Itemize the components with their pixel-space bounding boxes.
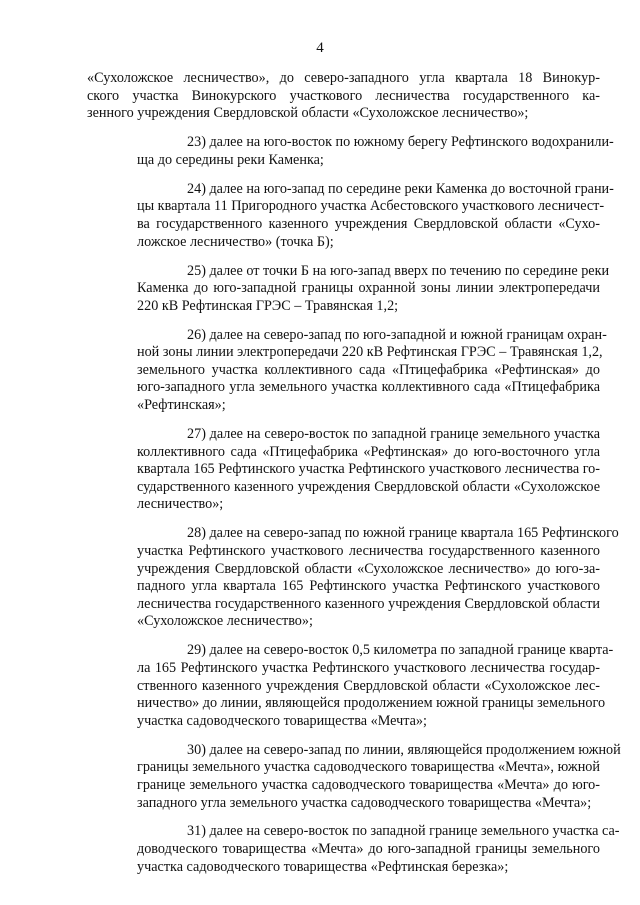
text-line: учреждения Свердловской области «Сухоложское лесничество» до юго-за- — [137, 560, 600, 577]
text-line: 25) далее от точки Б на юго-запад вверх по течению по середине реки — [187, 262, 610, 279]
text-line: квартала 165 Рефтинского участка Рефтинского участкового лесничества го- — [137, 461, 600, 478]
text-line: участка садоводческого товарищества «Рефтинская березка»; — [137, 858, 509, 875]
text-line: 24) далее на юго-запад по середине реки Каменка до восточной грани- — [187, 180, 614, 197]
text-line: 27) далее на северо-восток по западной границе земельного участка — [187, 426, 600, 443]
text-line: участка садоводческого товарищества «Мечта»; — [137, 712, 427, 729]
text-line: ла 165 Рефтинского участка Рефтинского участкового лесничества государ- — [137, 659, 600, 676]
text-line: 26) далее на северо-запад по юго-западной и южной границам охран- — [187, 326, 607, 343]
text-line: 29) далее на северо-восток 0,5 километра по западной границе кварта- — [187, 642, 614, 659]
text-line: лесничество»; — [137, 496, 224, 513]
page-number: 4 — [316, 40, 324, 56]
paragraph — [87, 642, 614, 730]
text-line: «Сухоложское лесничество»; — [137, 613, 313, 630]
text-line: коллективного сада «Птицефабрика «Рефтинская» до юго-восточного угла — [137, 443, 600, 460]
text-line: ложское лесничество» (точка Б); — [137, 233, 334, 250]
paragraph — [87, 180, 614, 251]
text-line: цы квартала 11 Пригородного участка Асбестовского участкового лесничест- — [137, 198, 605, 215]
text-line: юго-западного угла земельного участка коллективного сада «Птицефабрика — [137, 379, 600, 396]
document-body — [87, 70, 621, 888]
text-line: границе земельного участка садоводческого товарищества «Мечта» до юго- — [137, 776, 600, 793]
text-line: сударственного казенного учреждения Свердловской области «Сухоложское — [137, 478, 600, 495]
text-line: лесничества государственного казенного учреждения Свердловской области — [137, 595, 600, 612]
text-line: земельного участка коллективного сада «Птицефабрика «Рефтинская» до — [137, 361, 600, 378]
text-line: ща до середины реки Каменка; — [137, 151, 324, 168]
paragraph — [87, 741, 621, 812]
text-line: 31) далее на северо-восток по западной границе земельного участка са- — [187, 823, 620, 840]
text-line: падного угла квартала 165 Рефтинского участка Рефтинского участкового — [137, 578, 600, 595]
text-line: участка Рефтинского участкового лесничества государственного казенного — [137, 543, 600, 559]
text-line: 23) далее на юго-восток по южному берегу Рефтинского водохранили- — [187, 134, 614, 151]
paragraph — [87, 426, 600, 514]
text-line: границы земельного участка садоводческого товарищества «Мечта», южной — [137, 759, 600, 776]
text-line: ничество» до линии, являющейся продолжением южной границы земельного — [137, 695, 606, 712]
paragraph — [87, 70, 600, 123]
text-line: «Рефтинская»; — [137, 397, 226, 414]
text-line: ва государственного казенного учреждения Свердловской области «Сухо- — [137, 215, 600, 232]
text-line: 28) далее на северо-запад по южной границе квартала 165 Рефтинского — [187, 525, 619, 542]
paragraph — [87, 134, 614, 169]
text-line: 30) далее на северо-запад по линии, являющейся продолжением южной — [187, 741, 621, 758]
paragraph — [87, 262, 610, 316]
paragraph — [87, 326, 607, 415]
text-line: «Сухоложское лесничество», до северо-западного угла квартала 18 Винокур- — [87, 70, 600, 86]
text-line: 220 кВ Рефтинская ГРЭС – Травянская 1,2; — [137, 297, 399, 314]
text-line: ского участка Винокурского участкового лесничества государственного ка- — [87, 87, 600, 104]
paragraph — [87, 525, 619, 631]
paragraph — [87, 823, 620, 876]
text-line: ной зоны линии электропередачи 220 кВ Рефтинская ГРЭС – Травянская 1,2, — [137, 344, 603, 361]
text-line: ственного казенного учреждения Свердловской области «Сухоложское лес- — [137, 677, 600, 694]
text-line: зенного учреждения Свердловской области «Сухоложское лесничество»; — [87, 105, 529, 122]
text-line: западного угла земельного участка садоводческого товарищества «Мечта»; — [137, 794, 592, 811]
text-line: Каменка до юго-западной границы охранной зоны линии электропередачи — [137, 280, 600, 297]
text-line: доводческого товарищества «Мечта» до юго-западной границы земельного — [137, 841, 600, 858]
